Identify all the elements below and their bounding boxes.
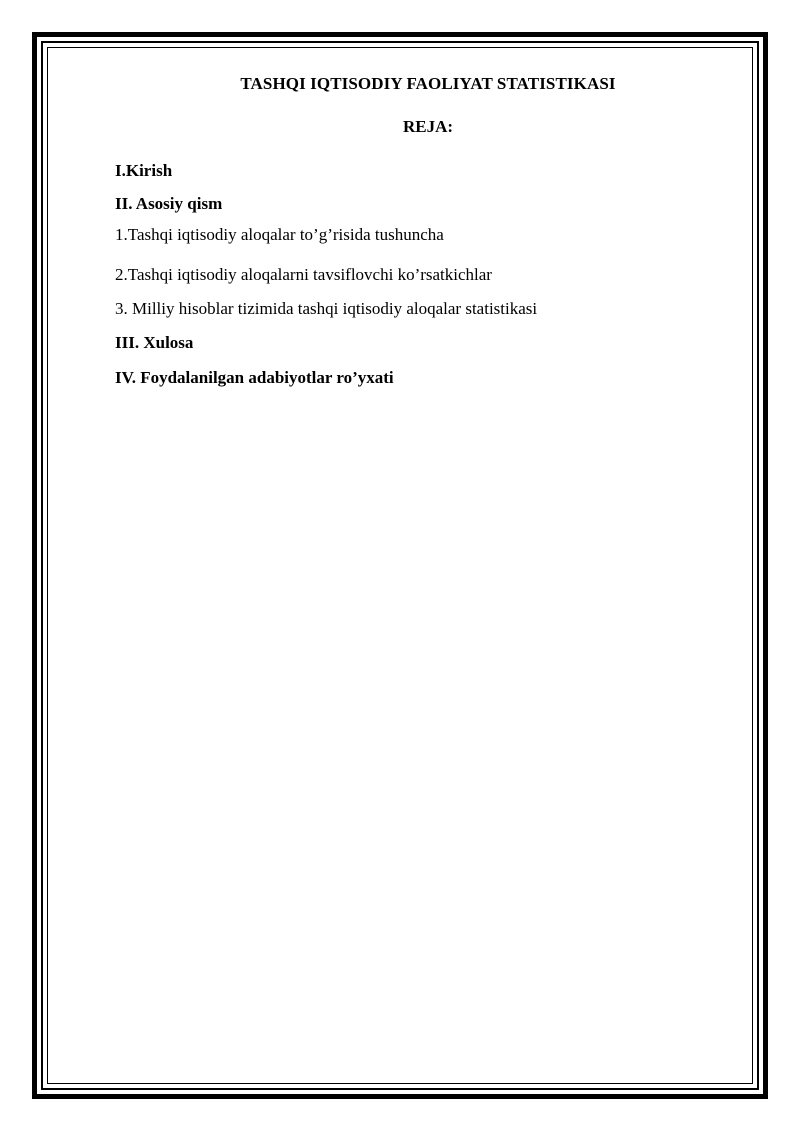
outline-item-subsection-1: 1.Tashqi iqtisodiy aloqalar to’g’risida tushuncha [115,225,444,244]
plan-heading: REJA: [402,117,454,136]
document-title: TASHQI IQTISODIY FAOLIYAT STATISTIKASI [240,74,616,93]
outline-item-references: IV. Foydalanilgan adabiyotlar ro’yxati [115,368,394,387]
outline-item-conclusion: III. Xulosa [115,333,194,352]
outline-item-introduction: I.Kirish [115,161,173,180]
outline-item-main-part: II. Asosiy qism [115,194,223,213]
outline-item-subsection-3: 3. Milliy hisoblar tizimida tashqi iqtisodiy aloqalar statistikasi [115,299,538,318]
outline-item-subsection-2: 2.Tashqi iqtisodiy aloqalarni tavsiflovchi ko’rsatkichlar [115,265,492,284]
